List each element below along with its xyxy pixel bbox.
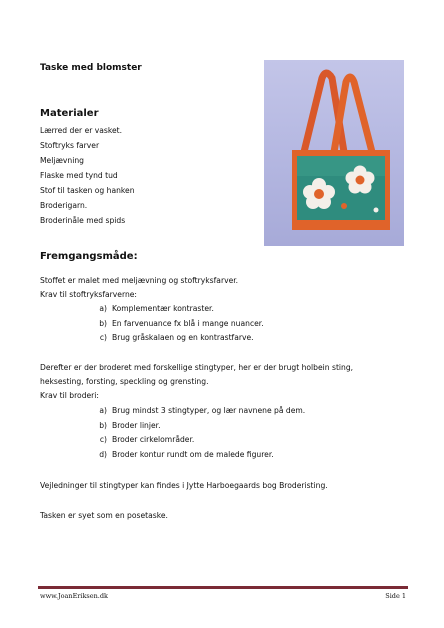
material-item: Stoftryks farver — [40, 141, 100, 150]
list-marker: b) — [99, 318, 107, 328]
footer-website: www.JoanEriksen.dk — [40, 592, 108, 600]
list-text: Broder kontur rundt om de malede figurer. — [112, 449, 274, 459]
list-marker: c) — [99, 435, 107, 444]
procedure-line: Krav til broderi: — [40, 391, 99, 400]
materials-heading: Materialer — [40, 108, 99, 119]
list-marker: a) — [99, 406, 107, 415]
procedure-heading: Fremgangsmåde: — [40, 251, 138, 262]
footer-page-number: Side 1 — [385, 592, 406, 600]
document-title: Taske med blomster — [40, 63, 142, 73]
list-marker: d) — [99, 449, 107, 459]
list-text: Brug gråskalaen og en kontrastfarve. — [112, 333, 254, 342]
closing-text: Tasken er syet som en posetaske. — [40, 511, 168, 520]
list-text: Brug mindst 3 stingtyper, og lær navnene på dem. — [112, 406, 306, 415]
material-item: Broderinåle med spids — [40, 216, 126, 225]
footer-rule — [38, 586, 408, 589]
procedure-line: Stoffet er malet med meljævning og stoftryksfarver. — [40, 276, 239, 285]
procedure-line: Derefter er der broderet med forskellige stingtyper, her er der brugt holbein sting, — [40, 363, 354, 372]
material-item: Lærred der er vasket. — [40, 126, 123, 135]
bag-photo — [264, 60, 404, 246]
list-text: Komplementær kontraster. — [112, 304, 214, 313]
list-marker: b) — [99, 420, 107, 430]
material-item: Broderigarn. — [40, 201, 88, 210]
list-text: Broder cirkelområder. — [112, 435, 195, 444]
list-marker: c) — [99, 333, 107, 342]
procedure-line: heksesting, forsting, speckling og grensting. — [40, 377, 209, 386]
procedure-line: Krav til stoftryksfarverne: — [40, 290, 137, 299]
guidance-text: Vejledninger til stingtyper kan findes i Jytte Harboegaards bog Broderisting. — [40, 481, 328, 490]
list-marker: a) — [99, 304, 107, 313]
material-item: Meljævning — [40, 156, 84, 165]
material-item: Flaske med tynd tud — [40, 171, 118, 180]
material-item: Stof til tasken og hanken — [40, 186, 135, 195]
list-text: En farvenuance fx blå i mange nuancer. — [112, 318, 264, 328]
list-text: Broder linjer. — [112, 420, 161, 430]
